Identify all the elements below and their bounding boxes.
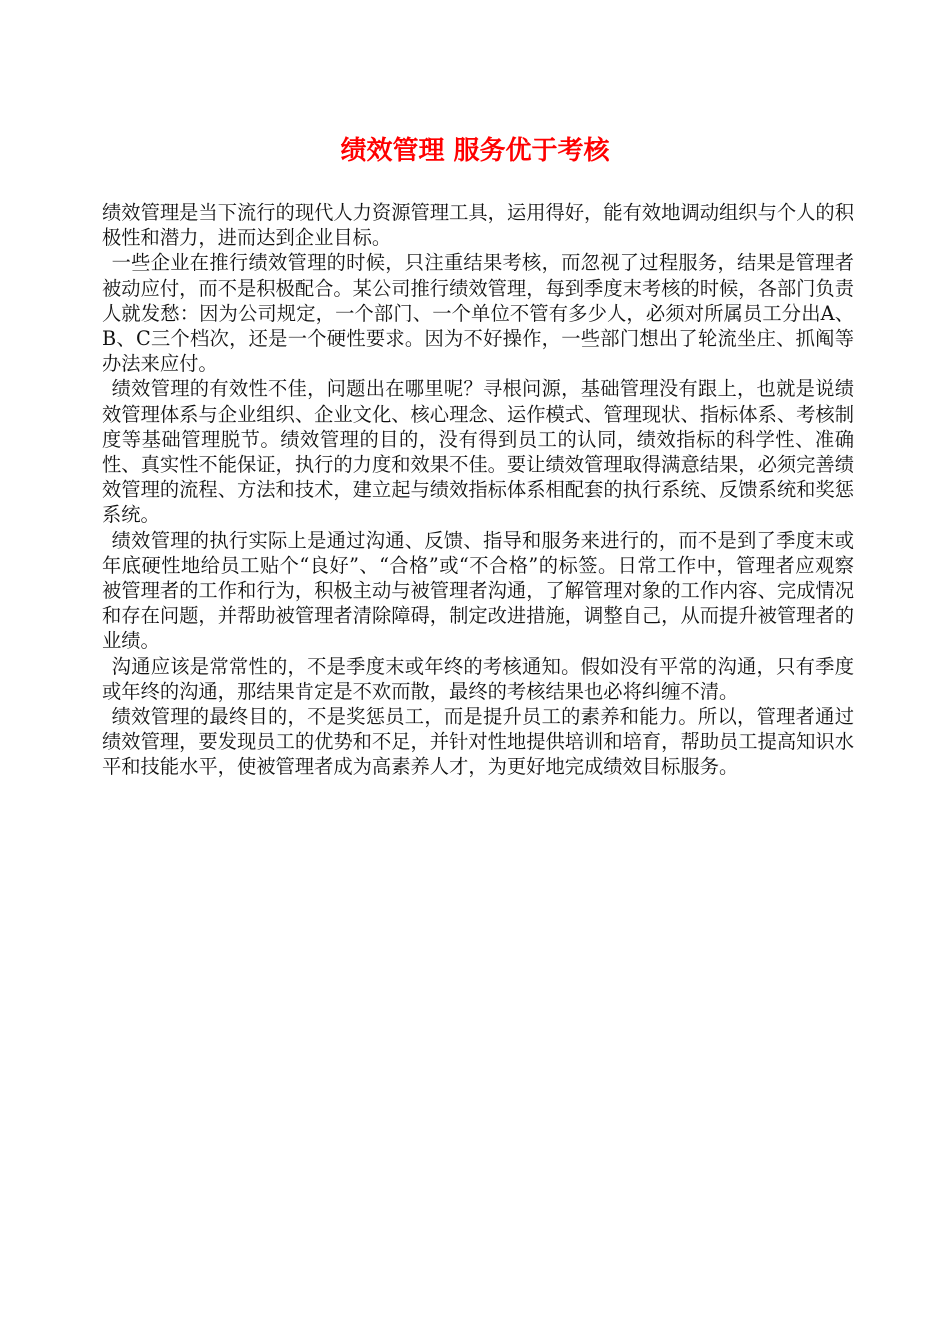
document-body [102, 200, 854, 780]
paragraph-intro: 绩效管理是当下流行的现代人力资源管理工具，运用得好，能有效地调动组织与个人的积极性和潜力，进而达到企业目标。 [102, 201, 854, 250]
paragraph-problem: 一些企业在推行绩效管理的时候，只注重结果考核，而忽视了过程服务，结果是管理者被动应付，而不是积极配合。某公司推行绩效管理，每到季度末考核的时候，各部门负责人就发愁：因为公司规定，一个部门、一个单位不管有多少人，必须对所属员工分出A、B、C三个档次，还是一个硬性要求。因为不好操作，一些部门想出了轮流坐庄、抓阄等办法来应付。 [102, 251, 854, 376]
paragraph-execution: 绩效管理的执行实际上是通过沟通、反馈、指导和服务来进行的，而不是到了季度末或年底硬性地给员工贴个“良好”、“合格”或“不合格”的标签。日常工作中，管理者应观察被管理者的工作和行为，积极主动与被管理者沟通，了解管理对象的工作内容、完成情况和存在问题，并帮助被管理者清除障碍，制定改进措施，调整自己，从而提升被管理者的业绩。 [102, 528, 854, 653]
document-title: 绩效管理 服务优于考核 [340, 136, 610, 166]
paragraph-cause: 绩效管理的有效性不佳，问题出在哪里呢？寻根问源，基础管理没有跟上，也就是说绩效管理体系与企业组织、企业文化、核心理念、运作模式、管理现状、指标体系、考核制度等基础管理脱节。绩效管理的目的，没有得到员工的认同，绩效指标的科学性、准确性、真实性不能保证，执行的力度和效果不佳。要让绩效管理取得满意结果，必须完善绩效管理的流程、方法和技术，建立起与绩效指标体系相配套的执行系统、反馈系统和奖惩系统。 [102, 377, 854, 527]
paragraph-communication: 沟通应该是常常性的，不是季度末或年终的考核通知。假如没有平常的沟通，只有季度或年终的沟通，那结果肯定是不欢而散，最终的考核结果也必将纠缠不清。 [102, 654, 854, 703]
paragraph-goal: 绩效管理的最终目的，不是奖惩员工，而是提升员工的素养和能力。所以，管理者通过绩效管理，要发现员工的优势和不足，并针对性地提供培训和培育，帮助员工提高知识水平和技能水平，使被管理者成为高素养人才，为更好地完成绩效目标服务。 [102, 705, 854, 779]
